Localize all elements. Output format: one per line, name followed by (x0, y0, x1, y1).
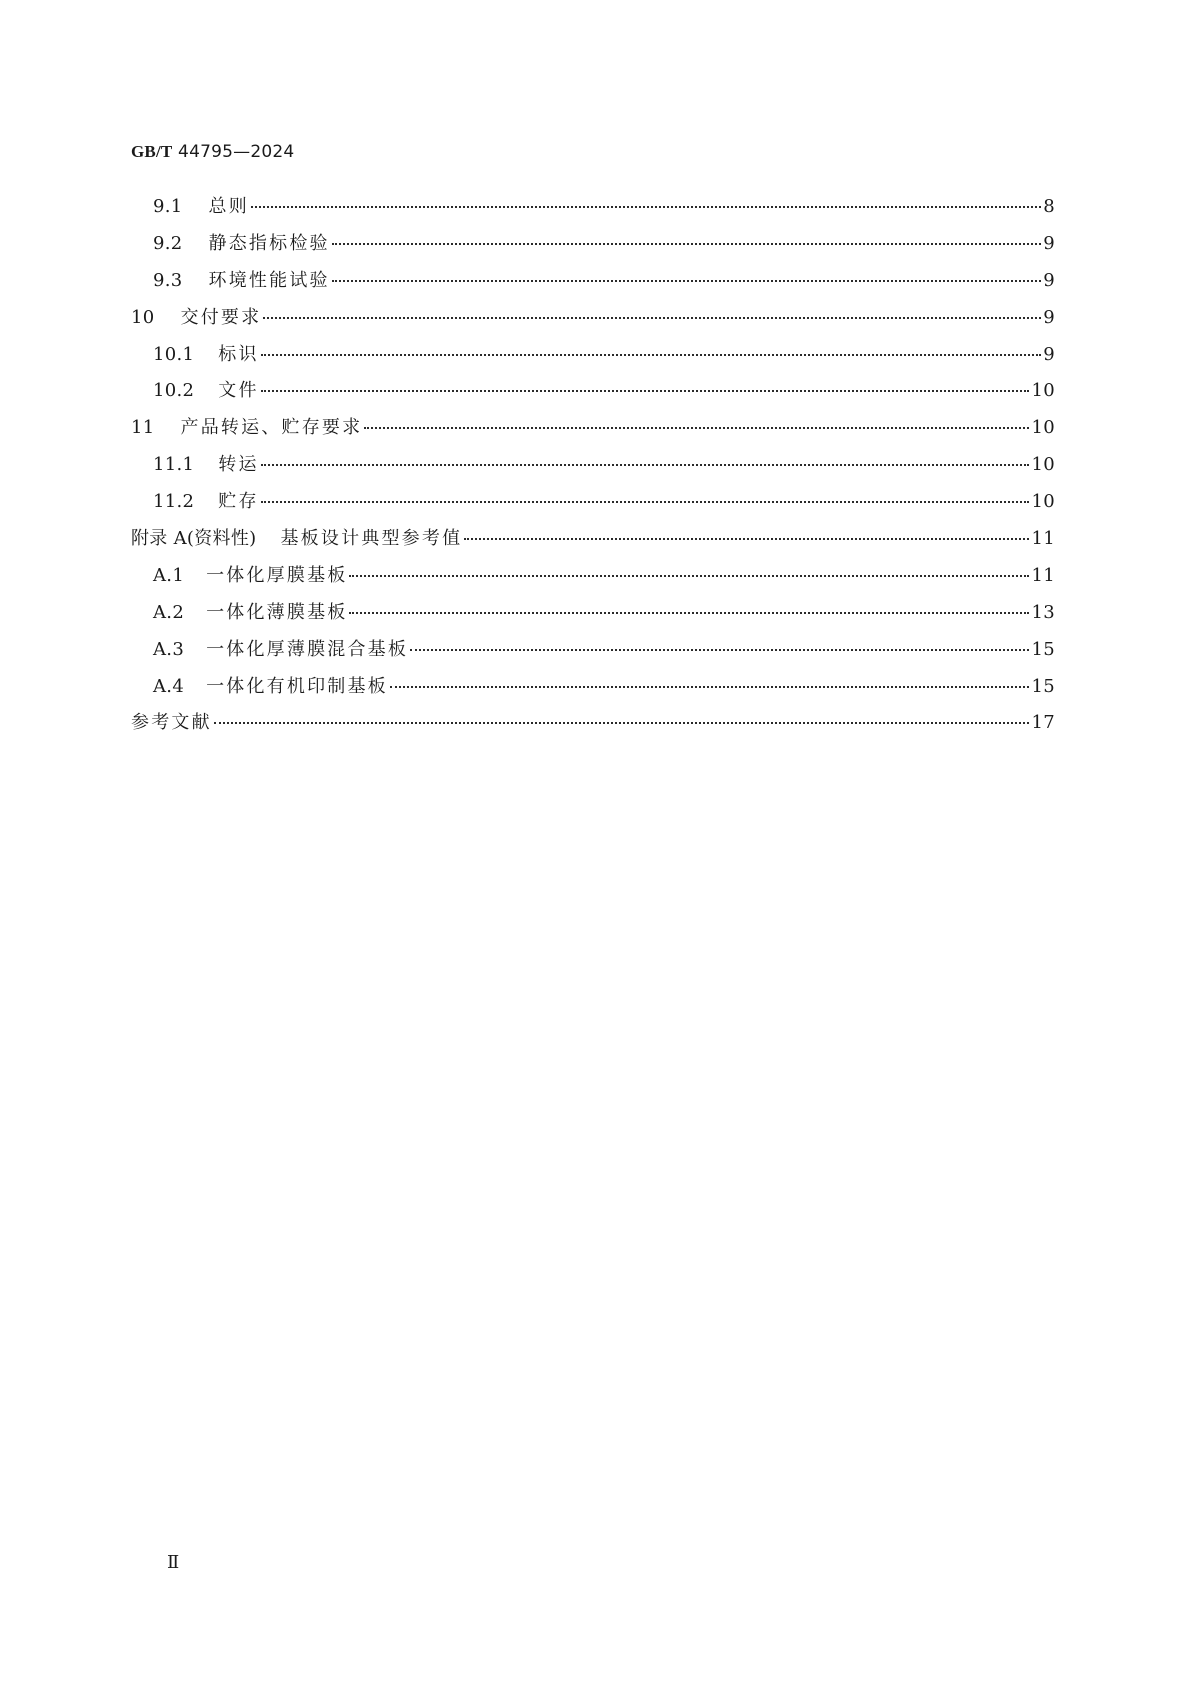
toc-entry[interactable] (131, 708, 1055, 745)
toc-entry-page: 9 (1043, 269, 1055, 291)
toc-entry-number: 9.1 (153, 196, 183, 217)
toc-entry-page: 9 (1043, 306, 1055, 328)
toc-entry-page: 13 (1031, 601, 1055, 623)
toc-entry-number: A.3 (153, 638, 185, 660)
toc-entry-page: 17 (1031, 712, 1055, 734)
toc-entry-number: 11 (131, 417, 155, 439)
toc-entry-page: 15 (1031, 638, 1055, 660)
dot-leader (261, 501, 1030, 503)
dot-leader (214, 722, 1030, 724)
dot-leader (410, 649, 1029, 651)
dot-leader (464, 538, 1029, 540)
toc-entry-number: 11.2 (153, 491, 195, 513)
toc-entry-title: 环境性能试验 (208, 269, 330, 291)
toc-entry-page: 10 (1031, 454, 1055, 476)
toc-entry[interactable] (131, 266, 1055, 303)
toc-entry-title: 产品转运、贮存要求 (180, 417, 363, 439)
toc-entry-page: 10 (1031, 380, 1055, 402)
toc-entry-title: 一体化厚膜基板 (206, 564, 348, 586)
toc-entry-page: 11 (1031, 564, 1055, 586)
dot-leader (349, 612, 1029, 614)
toc-entry-number: 11.1 (153, 454, 195, 476)
standard-number: 44795—2024 (178, 142, 295, 162)
table-of-contents (131, 192, 1055, 745)
dot-leader (332, 243, 1042, 245)
toc-entry-number: A.4 (153, 675, 185, 697)
dot-leader (332, 280, 1042, 282)
toc-entry-number: A.1 (153, 564, 185, 586)
toc-entry[interactable] (131, 672, 1055, 709)
toc-entry[interactable] (131, 229, 1055, 266)
toc-entry-title: 一体化厚薄膜混合基板 (206, 638, 409, 660)
toc-entry-title: 参考文献 (131, 712, 212, 734)
toc-entry-title: 总则 (208, 196, 249, 217)
toc-entry-title: 交付要求 (180, 306, 262, 328)
toc-entry[interactable] (131, 413, 1055, 450)
toc-entry-number: 10.1 (153, 343, 195, 365)
dot-leader (261, 390, 1030, 392)
toc-entry-page: 10 (1031, 491, 1055, 513)
standard-prefix: GB/T (131, 142, 173, 161)
dot-leader (251, 206, 1041, 208)
toc-entry[interactable] (131, 635, 1055, 672)
page-number: Ⅱ (167, 1552, 180, 1573)
toc-entry-number: 10 (131, 306, 155, 328)
toc-entry-title: 基板设计典型参考值 (280, 528, 463, 550)
dot-leader (349, 575, 1029, 577)
toc-entry-page: 11 (1031, 528, 1055, 550)
toc-entry-page: 15 (1031, 675, 1055, 697)
toc-entry-page: 8 (1043, 196, 1055, 217)
toc-entry-number: 9.3 (153, 269, 183, 291)
toc-entry-title: 转运 (218, 454, 259, 476)
toc-entry-title: 标识 (218, 343, 259, 365)
toc-entry-title: 静态指标检验 (208, 232, 330, 254)
toc-entry[interactable] (131, 561, 1055, 598)
toc-entry[interactable] (131, 450, 1055, 487)
toc-entry-page: 10 (1031, 417, 1055, 439)
toc-entry[interactable] (131, 340, 1055, 377)
dot-leader (261, 464, 1030, 466)
toc-entry-page: 9 (1043, 232, 1055, 254)
toc-entry-page: 9 (1043, 343, 1055, 365)
toc-entry[interactable] (131, 303, 1055, 340)
toc-entry[interactable] (131, 192, 1055, 229)
toc-entry-title: 一体化薄膜基板 (206, 601, 348, 623)
dot-leader (263, 317, 1041, 319)
toc-entry-number: 10.2 (153, 380, 195, 402)
toc-entry[interactable] (131, 598, 1055, 635)
toc-entry[interactable] (131, 376, 1055, 413)
document-header (131, 142, 294, 162)
toc-entry-number: A.2 (153, 601, 185, 623)
toc-entry-title: 文件 (218, 380, 259, 402)
toc-entry[interactable] (131, 524, 1055, 561)
toc-entry-number: 9.2 (153, 232, 183, 254)
dot-leader (364, 427, 1029, 429)
dot-leader (261, 354, 1042, 356)
toc-entry[interactable] (131, 487, 1055, 524)
toc-entry-number: 附录 A(资料性) (131, 528, 257, 550)
dot-leader (390, 686, 1030, 688)
toc-entry-title: 贮存 (218, 491, 259, 513)
toc-entry-title: 一体化有机印制基板 (206, 675, 388, 697)
